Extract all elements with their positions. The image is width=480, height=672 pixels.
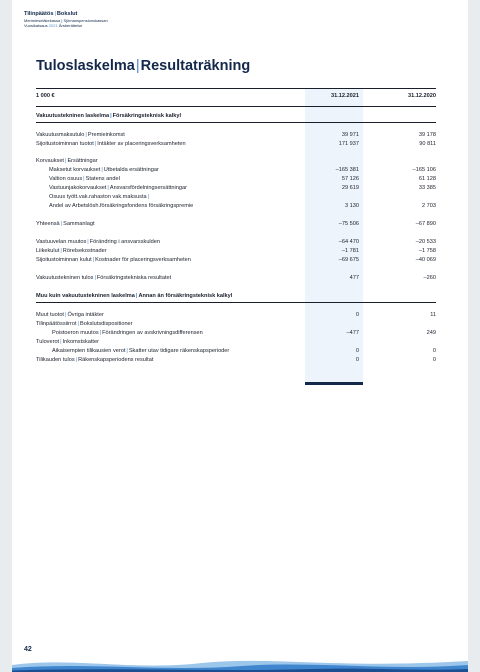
header-year: 2021 [48, 23, 58, 29]
section-heading-non-technical: Muu kuin vakuutustekninen laskelma|Annan än försäkringsteknisk kalkyl [36, 293, 233, 299]
table-row: Osuus tyött.vak.rahaston vak.maksusta| [49, 194, 150, 200]
page-number: 42 [24, 646, 32, 653]
header-organisation: Merimieseläkekassa | Sjömanspensionskassan [24, 18, 108, 23]
document-page [12, 0, 468, 672]
table-row: Sijoitustoiminnan tuotot|Intäkter av placeringsverksamheten 171 937 90 811 [36, 141, 436, 147]
page-title-fi: Tuloslaskelma [36, 58, 135, 74]
col-header-2020: 31.12.2020 [408, 93, 436, 99]
table-row: Andel av Arbetslösh.försäkringsfondens försäkringspremie 3 130 2 703 [49, 203, 436, 209]
table-row: Sijoitustoiminnan kulut|Kostnader för placeringsverksamheten –69 675 –40 069 [36, 257, 436, 263]
table-row: Vastuunjakokorvaukset|Ansvarsfördelningsersättningar 29 619 33 385 [49, 185, 436, 191]
table-row: Maksetut korvaukset|Utbetalda ersättningar –165 381 –165 106 [49, 167, 436, 173]
table-header-row [12, 92, 468, 100]
footer-wave-graphic [12, 655, 468, 672]
section-rule-2 [36, 302, 436, 303]
table-row: Tilikauden tulos|Räkenskapsperiodens resultat 0 0 [36, 357, 436, 363]
page-title-sv: Resultaträkning [140, 58, 251, 74]
section-heading-technical: Vakuutustekninen laskelma|Försäkringsteknisk kalkyl [36, 113, 182, 119]
header-report-sv: Årsberättelse [58, 23, 83, 29]
current-year-column-bar [305, 382, 363, 385]
header-title-fi: Tilinpäätös [24, 11, 54, 17]
table-top-rule [36, 88, 436, 89]
table-row: Korvaukset|Ersättningar [36, 158, 98, 164]
table-row: Vakuutustekninen tulos|Försäkringstekniska resultatet 477 –260 [36, 275, 436, 281]
running-header: Tilinpäätös|Bokslut Merimieseläkekassa | Sjömanspensionskassan Vuosikatsaus 2021 Årsberättelse [24, 11, 108, 29]
header-report-fi: Vuosikatsaus [24, 23, 48, 29]
table-row: Tuloverot|Inkomstskatter [36, 339, 99, 345]
unit-label: 1 000 € [36, 93, 55, 99]
table-row: Tilinpäätössiirrot|Bokslutsdispositioner [36, 321, 133, 327]
table-row: Yhteensä|Sammanlagt –75 506 –67 890 [36, 221, 436, 227]
table-row: Liikekulut|Rörelsekostnader –1 781 –1 758 [36, 248, 436, 254]
table-row: Valtion osuus|Statens andel 57 126 61 128 [49, 176, 436, 182]
header-rule [36, 106, 436, 107]
header-title-sv: Bokslut [56, 11, 78, 17]
table-row: Vakuutusmaksutulo|Premieinkomst 39 971 39 178 [36, 132, 436, 138]
page-title: Tuloslaskelma|Resultaträkning [36, 58, 251, 74]
table-row: Vastuuvelan muutos|Förändring i ansvarsskulden –64 470 –20 533 [36, 239, 436, 245]
section-rule-1 [36, 122, 436, 123]
table-row: Poistoeron muutos|Förändringen av avskrivningsdifferensen –477 249 [52, 330, 436, 336]
table-row: Aikaisempien tilikausien verot|Skatter utav tidigare räkenskapsperioder 0 0 [52, 348, 436, 354]
col-header-2021: 31.12.2021 [331, 93, 359, 99]
table-row: Muut tuotot|Övriga intäkter 0 11 [36, 312, 436, 318]
